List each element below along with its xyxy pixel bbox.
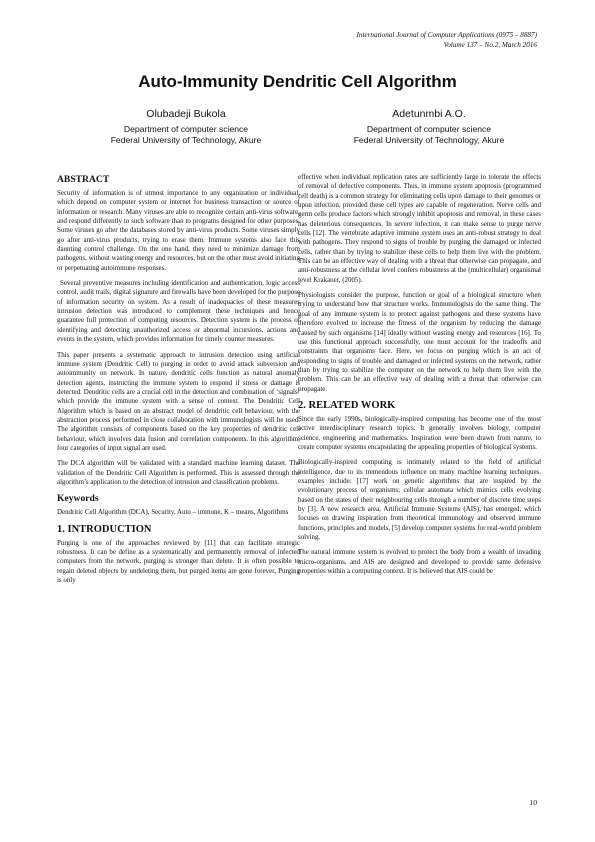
introduction-paragraph: Purging is one of the approaches reviewed by [11] that can facilitate strategic robustness. It can be define as a systematically and permanently removal of infected computers from the network, purging is stronger than delete. It is often possible to regain deleted objects by undeleting them, but purged items are gone forever, Purging is only [57,538,300,585]
related-work-paragraph: Since the early 1990s, biologically-inspired computing has become one of the most active interdisciplinary research topics. It generally involves biology, computer science, engineering and mathematics. Inspiration were been drawn from nature, to create computer systems encapsulating the appealing properties of biological systems. [298,414,541,451]
author-university: Federal University of Technology, Akure [353,135,505,145]
paper-title: Auto-Immunity Dendritic Cell Algorithm [138,72,457,91]
author-university: Federal University of Technology, Akure [110,135,262,145]
journal-header [356,30,537,50]
author-block-1 [56,108,316,146]
keywords-text: Dendritic Cell Algorithm (DCA), Security, Auto – immune, K – means, Algorithms [57,508,289,517]
related-work-heading: 2. RELATED WORK [298,399,396,411]
abstract-heading: ABSTRACT [57,174,110,185]
introduction-heading: 1. INTRODUCTION [57,523,152,535]
author-name: Adetunmbi A.O. [392,108,466,120]
introduction-paragraph: Physiologists consider the purpose, function or goal of a biological structure when trying to understand how that structure works. Immunologists do the same thing. The goal of any immune system is to protect against pathogens and these systems have therefore evolved to increase the fitness of the organism by reducing the damage caused by such organisms [14] ideally without wasting energy and resources [16]. To use this functional approach successfully, one must account for the tradeoffs and constraints that organisms face. Here, we focus on purging which is an act of responding to signs of trouble and damaged or infected systems on the network, rather than by trying to stabilize the computer on the network to help them live with the problem. This can be an effective way of dealing with a threat that otherwise can propagate. [298,291,541,393]
author-name: Olubadeji Bukola [146,108,226,120]
keywords-heading: Keywords [57,493,99,505]
abstract-paragraph: This paper presents a systematic approach to intrusion detection using artificial immune system (Dendritic Cell) to purging in order to avoid attack subversion and autoimmunity on network. In nature, dendritic cells function as natural anomaly detection agents, instructing the immune system to respond if stress or damage is detected. Dendritic cells are a crucial cell in the detection and combination of ‘signals’ which provide the immune system with a sense of context. The Dendritic Cell Algorithm which is based on an abstract model of dendritic cell behaviour, with the abstraction process performed in close collaboration with immunologists will be used. The algorithm consists of components based on the key properties of dendritic cell behaviour, which involves data fusion and correlation components. In this algorithm, four categories of input signal are used. [57,350,300,452]
journal-name: International Journal of Computer Applications (0975 – 8887) [356,31,537,39]
abstract-paragraph: The DCA algorithm will be validated with a standard machine learning dataset. The validation of the Dendritic Cell Algorithm is performed. This is assessed through the algorithm’s application to the detection of intrusion and classification problems. [57,459,300,486]
journal-volume: Volume 137 – No.2, March 2016 [443,41,537,49]
right-column [298,173,541,582]
left-column [57,173,300,591]
author-department: Department of computer science [366,124,492,134]
abstract-paragraph: Several preventive measures including identification and authentication, logic access control, audit trails, digital signature and firewalls have been developed for the purpose of information security on system. As a result of inadequacies of these measures intrusion detection was introduced to complement these techniques and hence guarantee full protection of computing resources. Detection system is the process of identifying and detecting unauthorized access or abnormal incursions, actions and events in the system, which provides information for timely counter measures. [57,279,300,344]
related-work-paragraph: Biologically-inspired computing is intimately related to the field of artificial intelligence, due to its tremendous influence on many machine learning techniques. examples include: [17] work on genetic algorithms that are inspired by the evolutionary process of organisms; cellular automata which mimics cells evolving based on the states of their neighbouring cells through a number of discrete time steps by [3]. A new research area, Artificial Immune Systems (AIS), has emerged, which focuses on drawing inspiration from theoretical immunology and observed immune functions, principles and models, [5] develop computer systems for real-world problem solving. [298,458,541,542]
author-block-2 [299,108,559,146]
related-work-paragraph: The natural immune system is evolved to protect the body from a wealth of invading micro-organisms, and AIS are designed and developed to provide same defensive properties within a computing context. It is believed that AIS could be [298,548,541,576]
author-department: Department of computer science [123,124,249,134]
introduction-paragraph-continued: effective when individual replication rates are sufficiently large to tolerate the effects of removal of defective components. Thus, in immune system apoptosis (programmed cell death) is a common strategy for eliminating cells upon damage to their genomes or upon infection, provided these cell types are capable of regeneration. Nerve cells and germ cells produce factors which strongly inhibit apoptosis and removal, in these cases has deleterious consequences. In severe infection, it can make sense to purge nerve cells [12]. The vertebrate adaptive immune system uses an anti-robust strategy to deal with pathogens. They respond to signs of trouble by purging the damaged or infected cells, rather than by trying to stabilize these cells to help them live with the problem. This can be an effective way of dealing with a threat that otherwise can propagate, and anti-robustness at the cellular level confers robustness at the (multicellular) organismal level Krakauer, (2005). [298,173,541,284]
abstract-paragraph: Security of information is of utmost importance to any organization or individual, which depend on computer system or internet for business transaction or source of information or research. Many viruses are able to recognize certain anti-virus software, and respond differently to such software than to programs designed for other purposes. Some viruses go after the databases stored by anti-virus products. Some viruses simply go after anti-virus products, trying to erase them. Immune systems also face this daunting control challenge. On the one hand, they need to minimize damage from pathogens, without wasting energy and resources, but on the other must avoid initiating or perpetuating autoimmune responses. [57,189,300,272]
page-number: 10 [529,798,537,807]
